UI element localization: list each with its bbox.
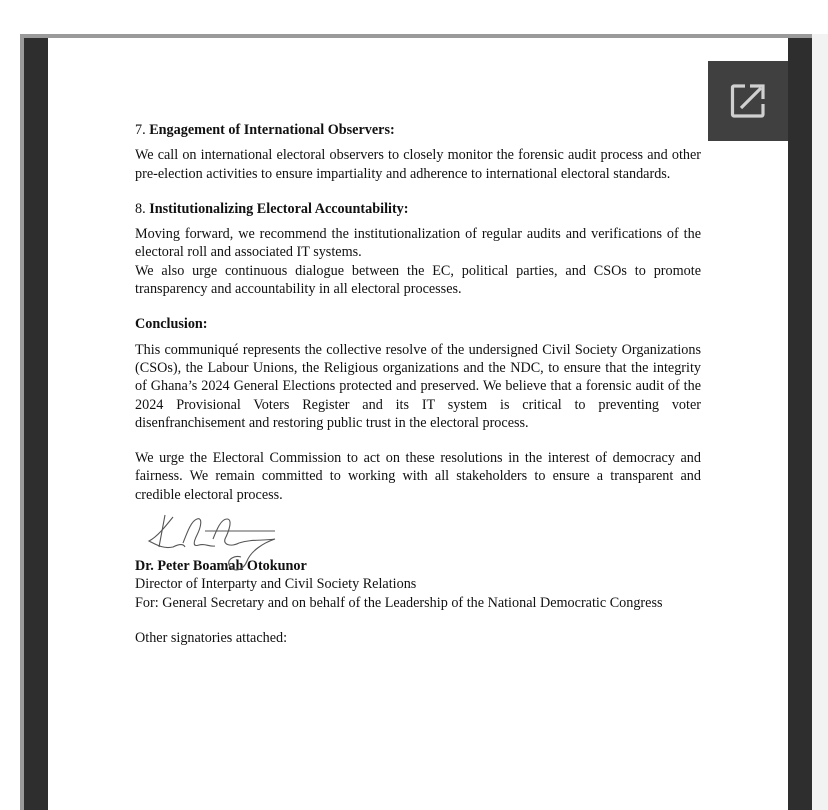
- other-signatories-note: Other signatories attached:: [135, 629, 288, 646]
- section-8-heading: 8. Institutionalizing Electoral Accountability:: [135, 200, 409, 217]
- signatory-name: Dr. Peter Boamah Otokunor: [135, 558, 307, 575]
- handwritten-signature-icon: [143, 513, 293, 577]
- section-7-heading: 7. Engagement of International Observers:: [135, 122, 395, 138]
- signature-image: [135, 513, 701, 557]
- conclusion-heading: [135, 315, 701, 333]
- conclusion-body-2: We urge the Electoral Commission to act on these resolutions in the interest of democracy and fairness. We remain committed to working with all stakeholders to ensure a transparent and credible electoral process.: [135, 450, 701, 503]
- conclusion-body-1: This communiqué represents the collective resolve of the undersigned Civil Society Organizations (CSOs), the Labour Unions, the Religious organizations and the NDC, to ensure that the integrity of Ghana’s 2024 General Elections protected and preserved. We believe that a forensic audit of the 2024 Provisional Voters Register and its IT system is critical to preventing voter disenfranchisement and restoring public trust in the electoral process.: [135, 341, 701, 431]
- open-in-new-window-button[interactable]: [708, 61, 788, 141]
- section-7-title: Engagement of International Observers:: [149, 122, 395, 138]
- conclusion-title: Conclusion:: [135, 316, 208, 333]
- signatory-title: Director of Interparty and Civil Society Relations: [135, 576, 417, 593]
- section-7-body: We call on international electoral observers to closely monitor the forensic audit process and other pre-election activities to ensure impartiality and adherence to international electoral standards.: [135, 147, 701, 182]
- viewer-left-margin: [24, 38, 48, 810]
- open-in-new-icon: [730, 83, 766, 119]
- document-content: [135, 121, 701, 647]
- signatory-on-behalf: For: General Secretary and on behalf of the Leadership of the National Democratic Congress: [135, 594, 663, 611]
- viewer-right-margin: [788, 38, 812, 810]
- section-8-body-2: We also urge continuous dialogue between the EC, political parties, and CSOs to promote transparency and accountability in all electoral processes.: [135, 262, 701, 298]
- viewer-right-edge: [812, 34, 828, 810]
- section-8-title: Institutionalizing Electoral Accountability:: [149, 200, 409, 217]
- section-8-body-1: Moving forward, we recommend the institutionalization of regular audits and verifications of the electoral roll and associated IT systems.: [135, 226, 701, 261]
